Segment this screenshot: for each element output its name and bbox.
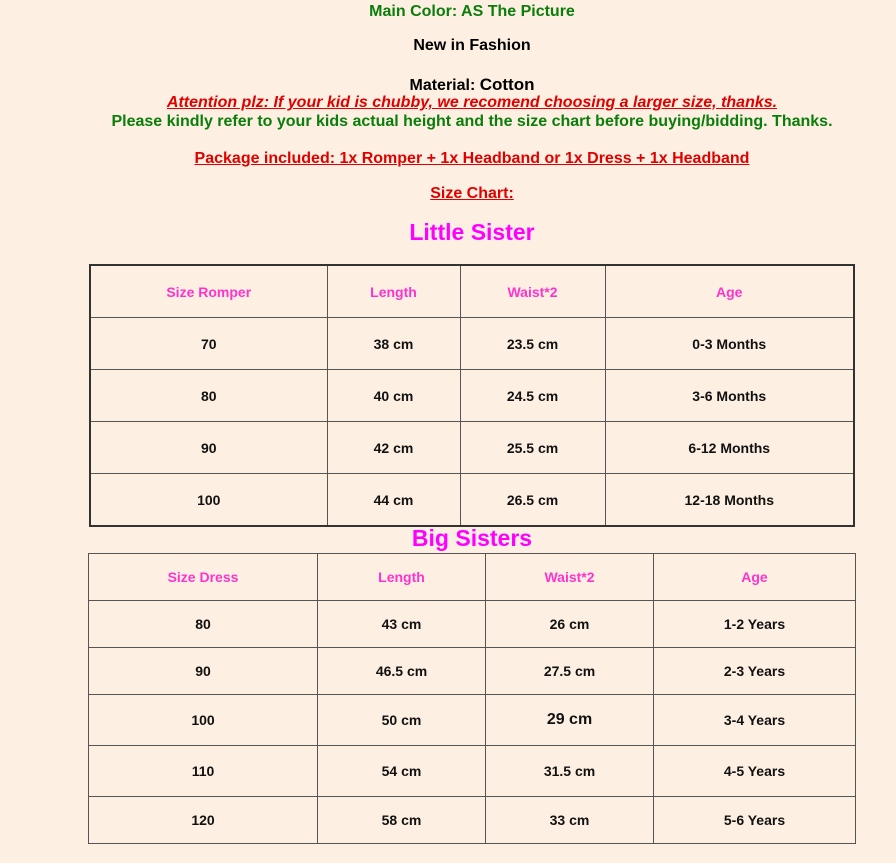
column-header: Age bbox=[605, 265, 854, 318]
main-color-text: Main Color: AS The Picture bbox=[369, 3, 575, 20]
big-sisters-title: Big Sisters bbox=[411, 525, 533, 551]
table-cell: 43 cm bbox=[318, 601, 486, 648]
table-cell: 25.5 cm bbox=[460, 422, 605, 474]
table-cell: 29 cm bbox=[486, 695, 654, 746]
table-cell: 40 cm bbox=[327, 370, 460, 422]
table-cell: 90 bbox=[90, 422, 327, 474]
table-cell: 0-3 Months bbox=[605, 318, 854, 370]
table-cell: 23.5 cm bbox=[460, 318, 605, 370]
table-cell: 27.5 cm bbox=[486, 648, 654, 695]
table-header-row bbox=[90, 265, 854, 318]
table-cell: 26.5 cm bbox=[460, 474, 605, 527]
table-cell: 110 bbox=[89, 746, 318, 797]
material-label: Material: bbox=[409, 77, 480, 94]
table-cell: 50 cm bbox=[318, 695, 486, 746]
table-cell: 3-4 Years bbox=[654, 695, 856, 746]
table-row bbox=[90, 318, 854, 370]
column-header: Waist*2 bbox=[460, 265, 605, 318]
table-cell: 38 cm bbox=[327, 318, 460, 370]
column-header: Length bbox=[318, 554, 486, 601]
table-row bbox=[89, 746, 856, 797]
table-cell: 80 bbox=[90, 370, 327, 422]
table-row bbox=[89, 601, 856, 648]
column-header: Age bbox=[654, 554, 856, 601]
table-cell: 90 bbox=[89, 648, 318, 695]
table-cell: 5-6 Years bbox=[654, 797, 856, 844]
table-cell: 1-2 Years bbox=[654, 601, 856, 648]
table-cell: 26 cm bbox=[486, 601, 654, 648]
table-cell: 44 cm bbox=[327, 474, 460, 527]
attention-text: Attention plz: If your kid is chubby, we recomend choosing a larger size, thanks. bbox=[166, 94, 778, 111]
table-cell: 31.5 cm bbox=[486, 746, 654, 797]
table-cell: 58 cm bbox=[318, 797, 486, 844]
table-cell: 70 bbox=[90, 318, 327, 370]
new-in-fashion-text: New in Fashion bbox=[413, 37, 531, 54]
column-header: Waist*2 bbox=[486, 554, 654, 601]
table-cell: 12-18 Months bbox=[605, 474, 854, 527]
table-row bbox=[90, 474, 854, 527]
table-cell: 33 cm bbox=[486, 797, 654, 844]
size-chart-label: Size Chart: bbox=[430, 185, 514, 202]
material-text bbox=[0, 75, 896, 95]
table-row bbox=[89, 648, 856, 695]
table-cell: 80 bbox=[89, 601, 318, 648]
little-sister-title: Little Sister bbox=[409, 219, 535, 245]
table-header-row bbox=[89, 554, 856, 601]
table-row bbox=[89, 797, 856, 844]
table-cell: 4-5 Years bbox=[654, 746, 856, 797]
table-cell: 120 bbox=[89, 797, 318, 844]
little-sister-table bbox=[89, 264, 855, 527]
table-row bbox=[89, 695, 856, 746]
table-cell: 24.5 cm bbox=[460, 370, 605, 422]
table-cell: 2-3 Years bbox=[654, 648, 856, 695]
table-cell: 3-6 Months bbox=[605, 370, 854, 422]
column-header: Size Dress bbox=[89, 554, 318, 601]
table-cell: 46.5 cm bbox=[318, 648, 486, 695]
table-cell: 100 bbox=[90, 474, 327, 527]
table-cell: 42 cm bbox=[327, 422, 460, 474]
table-cell: 6-12 Months bbox=[605, 422, 854, 474]
column-header: Size Romper bbox=[90, 265, 327, 318]
table-cell: 100 bbox=[89, 695, 318, 746]
table-row bbox=[90, 422, 854, 474]
table-row bbox=[90, 370, 854, 422]
refer-text: Please kindly refer to your kids actual height and the size chart before buying/bidding. Thanks. bbox=[111, 113, 833, 130]
big-sisters-table bbox=[88, 553, 856, 844]
material-value: Cotton bbox=[479, 75, 535, 94]
column-header: Length bbox=[327, 265, 460, 318]
package-text: Package included: 1x Romper + 1x Headband or 1x Dress + 1x Headband bbox=[194, 150, 750, 167]
table-cell: 54 cm bbox=[318, 746, 486, 797]
